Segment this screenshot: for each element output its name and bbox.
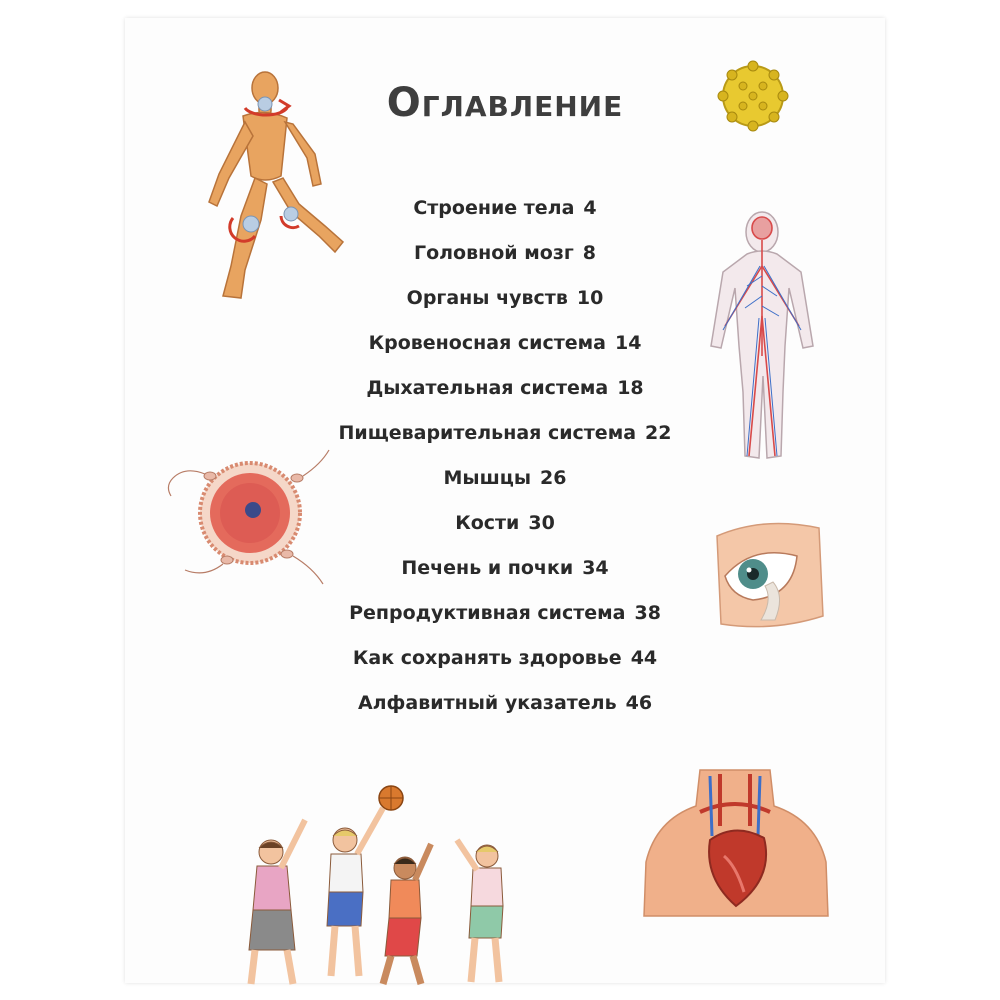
toc-entry-label: Дыхательная система <box>366 377 609 399</box>
toc-entry-page: 38 <box>634 602 661 624</box>
toc-entry-page: 22 <box>645 422 672 444</box>
toc-entry-label: Печень и почки <box>401 557 574 579</box>
toc-entry-label: Кости <box>455 512 520 534</box>
toc-entry-label: Как сохранять здоровье <box>352 647 622 669</box>
egg-cell-illustration <box>165 438 335 588</box>
pollen-grain-illustration <box>713 56 793 136</box>
toc-entry-page: 46 <box>625 692 653 714</box>
toc-entry-page: 34 <box>582 557 609 579</box>
toc-entry-health[interactable] <box>125 641 885 686</box>
toc-entry-page: 44 <box>630 647 658 669</box>
human-eye-illustration <box>713 516 825 636</box>
toc-entry-label: Репродуктивная система <box>349 602 626 624</box>
children-basketball-illustration <box>225 780 525 995</box>
nervous-system-figure-illustration <box>697 206 827 476</box>
toc-entry-label: Головной мозг <box>413 242 574 264</box>
heart-chest-illustration <box>640 766 830 936</box>
toc-entry-index[interactable] <box>125 686 885 731</box>
toc-entry-label: Строение тела <box>413 197 575 219</box>
toc-entry-label: Алфавитный указатель <box>357 692 617 714</box>
toc-entry-page: 14 <box>614 332 642 354</box>
toc-entry-page: 4 <box>583 197 597 219</box>
toc-entry-page: 8 <box>582 242 597 264</box>
book-page <box>125 18 885 983</box>
toc-entry-page: 30 <box>528 512 555 534</box>
toc-entry-page: 26 <box>540 467 567 489</box>
wooden-mannequin-illustration <box>195 66 355 306</box>
toc-entry-page: 10 <box>576 287 604 309</box>
page-title: Оглавление <box>386 80 624 126</box>
toc-entry-label: Органы чувств <box>406 287 568 309</box>
toc-entry-label: Пищеварительная система <box>338 422 637 444</box>
toc-entry-label: Мышцы <box>443 467 532 489</box>
toc-entry-page: 18 <box>617 377 644 399</box>
toc-entry-label: Кровеносная система <box>368 332 606 354</box>
